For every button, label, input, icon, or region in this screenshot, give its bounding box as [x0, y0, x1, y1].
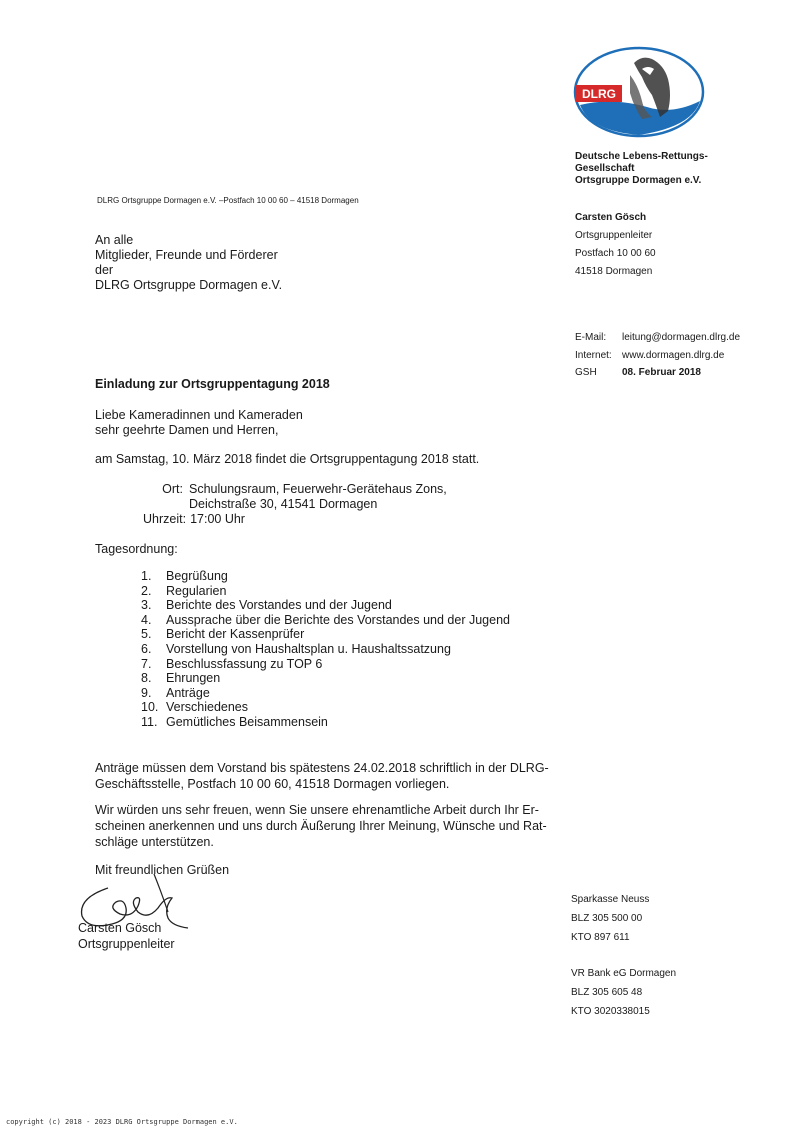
website-link[interactable]: www.dormagen.dlrg.de: [622, 349, 725, 361]
ort-line-2: Deichstraße 30, 41541 Dormagen: [189, 497, 378, 511]
meta-block: [575, 329, 740, 382]
list-item: 11. Gemütliches Beisammensein: [141, 714, 328, 729]
time-value: 17:00 Uhr: [190, 512, 245, 526]
list-item: 9. Anträge: [141, 685, 210, 700]
gsh-label: GSH: [575, 367, 597, 378]
list-item: 5. Bericht der Kassenprüfer: [141, 627, 305, 642]
bank-details: Sparkasse Neuss BLZ 305 500 00 KTO 897 611 VR Bank eG Dormagen BLZ 305 605 48 KTO 3020338015: [571, 894, 677, 1017]
greeting: Liebe Kameradinnen und Kameraden sehr geehrte Damen und Herren,: [95, 408, 303, 437]
list-item: 2. Regularien: [141, 583, 227, 598]
organization-name: Deutsche Lebens-Rettungs- Gesellschaft Ortsgruppe Dormagen e.V.: [575, 151, 708, 186]
time-label: Uhrzeit:: [143, 512, 187, 526]
list-item: 3. Berichte des Vorstandes und der Jugend: [141, 598, 392, 613]
logo-text: DLRG: [582, 87, 616, 101]
venue-block: [143, 482, 447, 527]
email-link[interactable]: leitung@dormagen.dlrg.de: [622, 332, 741, 343]
sender-line: DLRG Ortsgruppe Dormagen e.V. –Postfach 10 00 60 – 41518 Dormagen: [97, 196, 359, 205]
recipient-address: An alle Mitglieder, Freunde und Förderer der DLRG Ortsgruppe Dormagen e.V.: [95, 233, 283, 292]
signer-block: [78, 920, 175, 952]
ort-line-1: Schulungsraum, Feuerwehr-Gerätehaus Zons,: [189, 482, 447, 496]
email-label: E-Mail:: [575, 332, 607, 343]
dlrg-logo: [572, 45, 707, 140]
signer-name: Carsten Gösch: [78, 921, 162, 935]
contact-name: Carsten Gösch: [575, 212, 647, 223]
letter-date: 08. Februar 2018: [622, 367, 701, 378]
list-item: 10. Verschiedenes: [141, 700, 249, 715]
internet-label: Internet:: [575, 349, 612, 361]
contact-address-2: 41518 Dormagen: [575, 266, 653, 277]
closing-salutation: Mit freundlichen Grüßen: [95, 863, 230, 877]
ort-label: Ort:: [162, 482, 183, 496]
copyright-footer: copyright (c) 2018 - 2023 DLRG Ortsgruppe Dormagen e.V.: [6, 1118, 238, 1126]
signer-role: Ortsgruppenleiter: [78, 937, 175, 951]
list-item: 1. Begrüßung: [141, 569, 228, 583]
list-item: 7. Beschlussfassung zu TOP 6: [141, 656, 323, 671]
contact-role: Ortsgruppenleiter: [575, 230, 653, 241]
agenda-title: Tagesordnung:: [95, 542, 178, 556]
list-item: 4. Aussprache über die Berichte des Vorstandes und der Jugend: [141, 612, 510, 627]
list-item: 8. Ehrungen: [141, 671, 221, 686]
agenda-list: [141, 569, 510, 730]
deadline-paragraph: Anträge müssen dem Vorstand bis spätestens 24.02.2018 schriftlich in der DLRG- Geschäftsstelle, Postfach 10 00 60, 41518 Dormagen vorliegen.: [95, 761, 549, 791]
intro-text: am Samstag, 10. März 2018 findet die Ortsgruppentagung 2018 statt.: [95, 452, 480, 466]
contact-address-1: Postfach 10 00 60: [575, 248, 656, 259]
invitation-paragraph: Wir würden uns sehr freuen, wenn Sie unsere ehrenamtliche Arbeit durch Ihr Er- scheinen anerkennen und uns durch Äußerung Ihrer Meinung, Wünsche und Rat- schläge unterstützen.: [95, 803, 547, 849]
contact-block: [575, 209, 656, 281]
list-item: 6. Vorstellung von Haushaltsplan u. Haushaltssatzung: [141, 641, 451, 656]
letter-subject: Einladung zur Ortsgruppentagung 2018: [95, 377, 330, 391]
